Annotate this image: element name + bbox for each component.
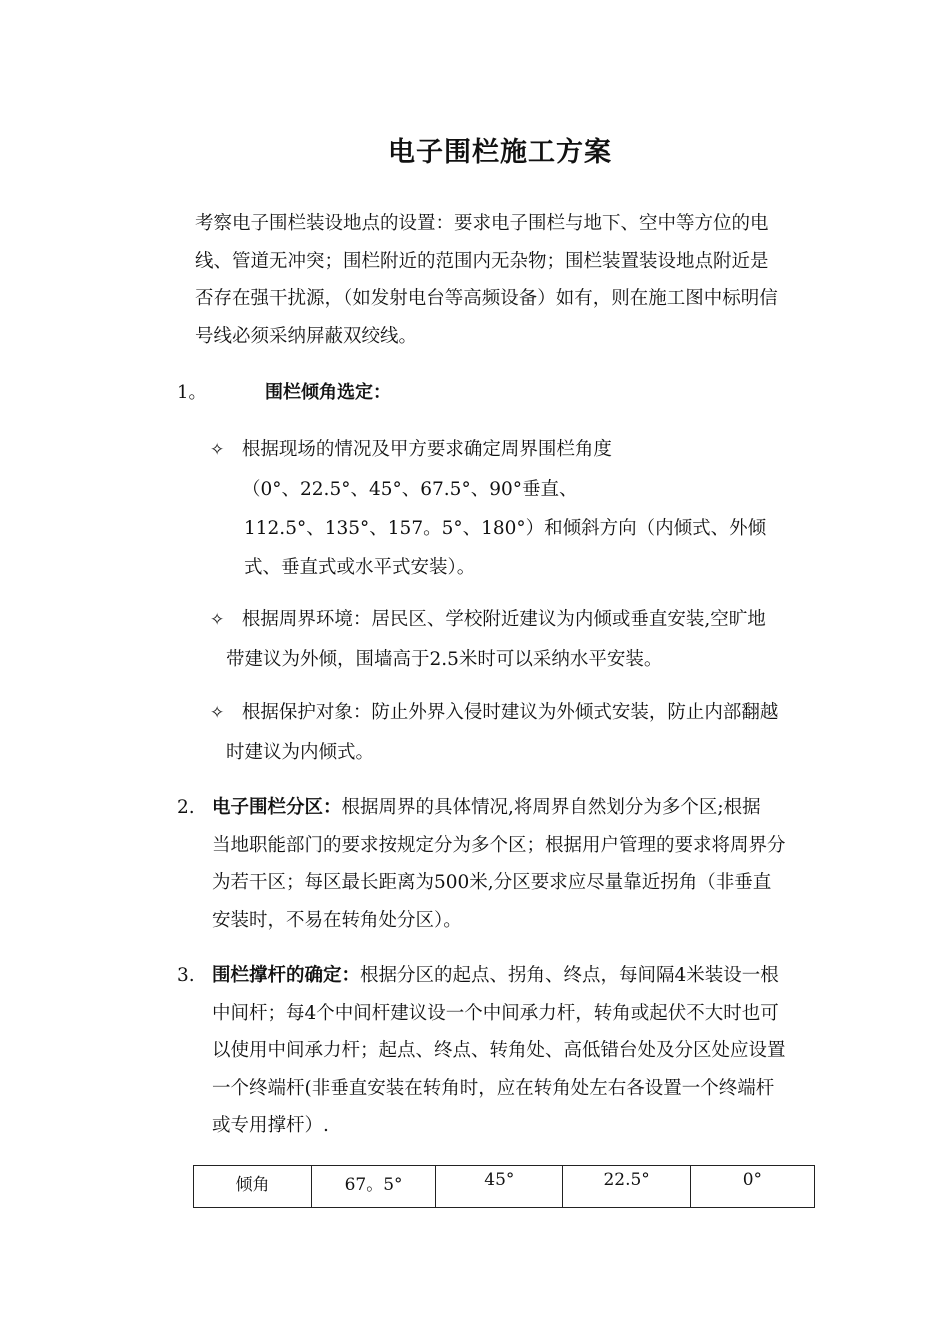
table-row (194, 1166, 815, 1208)
intro-line: 号线必须采纳屏蔽双绞线。 (195, 325, 418, 347)
intro-line: 线、管道无冲突；围栏附近的范围内无杂物；围栏装置装设地点附近是 (195, 250, 769, 272)
bullet-line: 式、垂直式或水平式安装）。 (244, 557, 476, 578)
diamond-bullet-icon: ✧ (210, 610, 225, 630)
section-2-number: 2. (177, 797, 195, 818)
bullet-line: （0°、22.5°、45°、67.5°、90°垂直、 (242, 479, 578, 500)
section-2-body (212, 789, 812, 939)
bullet-item-angle (210, 430, 810, 587)
section-line: 或专用撑杆）. (212, 1115, 329, 1136)
section-line: 根据分区的起点、拐角、终点，每间隔4米装设一根 (360, 965, 779, 986)
section-line: 一个终端杆(非垂直安装在转角时，应在转角处左右各设置一个终端杆 (212, 1077, 775, 1099)
diamond-bullet-icon: ✧ (210, 440, 225, 460)
section-line: 中间杆；每4个中间杆建议设一个中间承力杆，转角或起伏不大时也可 (212, 1002, 779, 1024)
bullet-line: 根据现场的情况及甲方要求确定周界围栏角度 (241, 439, 612, 460)
intro-paragraph (195, 205, 815, 355)
section-line: 安装时，不易在转角处分区）。 (212, 909, 462, 931)
section-line: 为若干区；每区最长距离为500米,分区要求应尽量靠近拐角（非垂直 (212, 872, 772, 893)
section-3-heading: 围栏撑杆的确定： (212, 965, 361, 986)
bullet-line: 112.5°、135°、157。5°、180°）和倾斜方向（内倾式、外倾 (244, 518, 767, 539)
section-1-number: 1。 (177, 382, 207, 403)
bullet-line: 时建议为内倾式。 (226, 742, 375, 763)
table-cell: 45° (436, 1166, 563, 1208)
section-3-number: 3. (177, 965, 195, 986)
section-line: 当地职能部门的要求按规定分为多个区；根据用户管理的要求将周界分 (212, 834, 786, 856)
section-3-body (212, 957, 812, 1145)
bullet-line: 根据周界环境：居民区、学校附近建议为内倾或垂直安装,空旷地 (241, 609, 766, 630)
bullet-item-protection (210, 693, 810, 772)
angle-table (193, 1165, 815, 1208)
table-cell: 0° (690, 1166, 814, 1208)
bullet-line: 带建议为外倾，围墙高于2.5米时可以采纳水平安装。 (226, 649, 663, 670)
section-line: 根据周界的具体情况,将周界自然划分为多个区;根据 (341, 797, 761, 818)
bullet-item-environment (210, 600, 810, 679)
diamond-bullet-icon: ✧ (210, 703, 225, 723)
intro-line: 否存在强干扰源，（如发射电台等高频设备）如有，则在施工图中标明信 (195, 288, 778, 309)
section-line: 以使用中间承力杆；起点、终点、转角处、高低错台处及分区处应设置 (212, 1040, 786, 1061)
section-1-heading: 围栏倾角选定： (265, 382, 391, 403)
table-cell: 倾角 (194, 1166, 312, 1208)
table-cell: 67。5° (311, 1166, 435, 1208)
intro-line: 考察电子围栏装设地点的设置：要求电子围栏与地下、空中等方位的电 (195, 213, 769, 234)
section-2-heading: 电子围栏分区： (212, 797, 342, 818)
bullet-line: 根据保护对象：防止外界入侵时建议为外倾式安装，防止内部翻越 (241, 702, 779, 723)
table-cell: 22.5° (563, 1166, 690, 1208)
document-title: 电子围栏施工方案 (388, 137, 612, 168)
